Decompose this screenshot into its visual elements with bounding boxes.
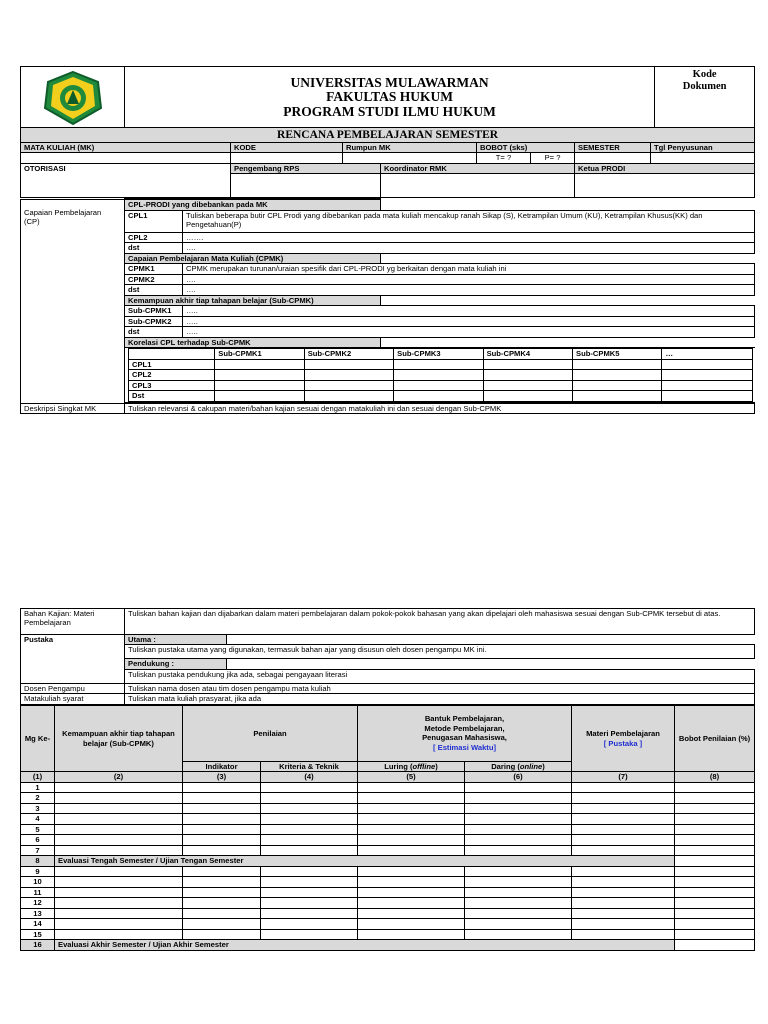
korelasi-cell (394, 359, 483, 369)
cpmk-code: dst (125, 285, 183, 295)
cpmk-text: CPMK merupakan turunan/uraian spesifik dari CPL-PRODI yg berkaitan dengan mata kuliah ini (183, 264, 755, 274)
week-cell (572, 824, 675, 834)
week-cell (183, 803, 261, 813)
week-cell (183, 782, 261, 792)
week-cell (465, 793, 572, 803)
rps-page-2 (20, 608, 755, 951)
daring-header: Daring (online) (465, 761, 572, 771)
week-number: 1 (21, 782, 55, 792)
cp-label (21, 199, 125, 403)
week-cell (55, 835, 183, 845)
week-cell (465, 908, 572, 918)
week-row (21, 803, 755, 813)
week-cell (465, 845, 572, 855)
week-cell (261, 877, 358, 887)
bahan-text: Tuliskan bahan kajian dan dijabarkan dalam materi pembelajaran dalam pokok-pokok bahasan yang akan dipelajari oleh mahasiswa sesuai dengan Sub-CPMK tersebut di atas. (125, 609, 755, 635)
deskripsi-text: Tuliskan relevansi & cakupan materi/bahan kajian sesuai dengan matakuliah ini dan sesuai dengan Sub-CPMK (125, 403, 755, 413)
week-cell (183, 824, 261, 834)
kriteria-header: Kriteria & Teknik (261, 761, 358, 771)
subcpmk-header-space (381, 295, 755, 305)
week-cell (572, 919, 675, 929)
korelasi-header-space (381, 337, 755, 347)
kode-label: KODE (231, 143, 343, 153)
korelasi-cell (394, 391, 483, 401)
col-number: (3) (183, 772, 261, 782)
week-number: 8 (21, 856, 55, 866)
korelasi-cell (394, 380, 483, 390)
week-number: 16 (21, 940, 55, 950)
cpmk-text: …. (183, 285, 755, 295)
week-cell (675, 866, 755, 876)
week-cell (465, 877, 572, 887)
week-cell (358, 803, 465, 813)
week-number: 6 (21, 835, 55, 845)
week-cell (261, 803, 358, 813)
week-cell (675, 782, 755, 792)
week-cell (465, 814, 572, 824)
korelasi-cell (304, 370, 393, 380)
bobot-label: BOBOT (sks) (477, 143, 575, 153)
week-cell (358, 908, 465, 918)
week-number: 12 (21, 898, 55, 908)
week-cell (261, 919, 358, 929)
cp-label-line2: (CP) (24, 217, 40, 227)
mg-header: Mg Ke- (21, 705, 55, 771)
week-cell (261, 793, 358, 803)
korelasi-row-header: CPL2 (129, 370, 215, 380)
faculty-name: FAKULTAS HUKUM (326, 89, 454, 105)
syarat-text: Tuliskan mata kuliah prasyarat, jika ada (125, 694, 755, 704)
korelasi-cell (573, 380, 662, 390)
week-row (21, 856, 755, 866)
week-row (21, 782, 755, 792)
subcpmk-code: Sub-CPMK2 (125, 316, 183, 326)
korelasi-cell (662, 380, 753, 390)
week-cell (358, 887, 465, 897)
semester-value (575, 153, 651, 163)
mk-value (21, 153, 231, 163)
week-cell (358, 793, 465, 803)
week-cell (572, 793, 675, 803)
bantuk-line1: Bantuk Pembelajaran, (424, 714, 505, 724)
week-cell (183, 845, 261, 855)
cp-table (20, 198, 755, 414)
korelasi-matrix-cell (125, 348, 755, 402)
week-cell (261, 898, 358, 908)
cpl-text: ……. (183, 232, 755, 242)
rumpun-value (343, 153, 477, 163)
dosen-label: Dosen Pengampu (21, 683, 125, 693)
rumpun-label: Rumpun MK (343, 143, 477, 153)
korelasi-cell (483, 380, 572, 390)
week-number: 3 (21, 803, 55, 813)
indikator-header: Indikator (183, 761, 261, 771)
bobot-header: Bobot Penilaian (%) (675, 705, 755, 771)
cpl-text: …. (183, 243, 755, 253)
week-cell (675, 919, 755, 929)
korelasi-cell (662, 391, 753, 401)
koordinator-signature (381, 174, 575, 198)
week-cell (261, 908, 358, 918)
dosen-text: Tuliskan nama dosen atau tim dosen pengampu mata kuliah (125, 683, 755, 693)
week-cell (465, 866, 572, 876)
cpmk-code: CPMK2 (125, 274, 183, 284)
week-cell (55, 814, 183, 824)
subcpmk-text: ….. (183, 327, 755, 337)
week-cell (261, 866, 358, 876)
week-row (21, 919, 755, 929)
uas-row-text: Evaluasi Akhir Semester / Ujian Akhir Semester (55, 940, 675, 950)
cpl-code: CPL2 (125, 232, 183, 242)
korelasi-cell (483, 391, 572, 401)
week-cell (261, 824, 358, 834)
week-cell (358, 835, 465, 845)
utama-label: Utama : (125, 635, 227, 645)
korelasi-row-header: CPL1 (129, 359, 215, 369)
logo-cell (21, 67, 125, 128)
week-cell (261, 845, 358, 855)
materi-sub: [ Pustaka ] (603, 738, 643, 748)
week-cell (572, 908, 675, 918)
week-cell (183, 908, 261, 918)
korelasi-cell (483, 359, 572, 369)
week-cell (572, 866, 675, 876)
cp-label-line1: Capaian Pembelajaran (24, 207, 102, 217)
subcpmk-text: ….. (183, 306, 755, 316)
week-cell (675, 877, 755, 887)
week-cell (675, 835, 755, 845)
week-cell (465, 919, 572, 929)
pendukung-text: Tuliskan pustaka pendukung jika ada, sebagai pengayaan literasi (125, 669, 755, 683)
week-number: 15 (21, 929, 55, 939)
week-row (21, 824, 755, 834)
penilaian-header: Penilaian (183, 705, 358, 761)
col-number: (4) (261, 772, 358, 782)
tgl-value (651, 153, 755, 163)
week-cell (358, 814, 465, 824)
week-cell (675, 887, 755, 897)
korelasi-col-header: Sub-CPMK4 (483, 349, 572, 359)
bantuk-line2: Metode Pembelajaran, (424, 723, 505, 733)
col-number: (7) (572, 772, 675, 782)
pengembang-signature (231, 174, 381, 198)
korelasi-col-header: Sub-CPMK1 (215, 349, 304, 359)
week-cell (675, 908, 755, 918)
week-cell (183, 835, 261, 845)
week-cell (55, 887, 183, 897)
korelasi-cell (304, 391, 393, 401)
week-row (21, 929, 755, 939)
week-cell (675, 940, 755, 950)
cpl-code: CPL1 (125, 210, 183, 232)
week-cell (675, 898, 755, 908)
col-number: (5) (358, 772, 465, 782)
week-cell (572, 835, 675, 845)
kode-value (231, 153, 343, 163)
kode-label: Kode (692, 69, 717, 80)
korelasi-cell (662, 359, 753, 369)
mk-label: MATA KULIAH (MK) (21, 143, 231, 153)
tgl-label: Tgl Penyusunan (651, 143, 755, 153)
cpl-text: Tuliskan beberapa butir CPL Prodi yang dibebankan pada mata kuliah mencakup ranah Sikap (S), Ketrampilan Umum (KU), Ketrampilan Khusus(KK) dan Pengetahuan(P) (183, 210, 755, 232)
week-cell (358, 824, 465, 834)
week-row (21, 940, 755, 950)
subcpmk-header: Kemampuan akhir tiap tahapan belajar (Sub-CPMK) (125, 295, 381, 305)
week-cell (183, 877, 261, 887)
week-number: 11 (21, 887, 55, 897)
materi-label: Materi Pembelajaran (586, 729, 660, 739)
otorisasi-label: OTORISASI (21, 163, 231, 173)
ketua-label: Ketua PRODI (575, 163, 755, 173)
week-row (21, 814, 755, 824)
week-cell (358, 782, 465, 792)
t-value: T= ? (477, 153, 531, 163)
bantuk-header (358, 705, 572, 761)
week-cell (465, 887, 572, 897)
week-cell (465, 782, 572, 792)
week-cell (183, 887, 261, 897)
week-cell (675, 814, 755, 824)
week-cell (572, 929, 675, 939)
week-cell (55, 898, 183, 908)
korelasi-corner (129, 349, 215, 359)
col-number: (2) (55, 772, 183, 782)
week-cell (55, 919, 183, 929)
korelasi-col-header: Sub-CPMK2 (304, 349, 393, 359)
week-cell (572, 845, 675, 855)
week-row (21, 908, 755, 918)
week-cell (465, 835, 572, 845)
korelasi-header: Korelasi CPL terhadap Sub-CPMK (125, 337, 381, 347)
korelasi-cell (215, 370, 304, 380)
week-row (21, 877, 755, 887)
cpmk-code: CPMK1 (125, 264, 183, 274)
week-number: 10 (21, 877, 55, 887)
korelasi-cell (394, 370, 483, 380)
semester-label: SEMESTER (575, 143, 651, 153)
week-cell (261, 814, 358, 824)
week-cell (183, 866, 261, 876)
kemampuan-header: Kemampuan akhir tiap tahapan belajar (Sub-CPMK) (55, 705, 183, 771)
korelasi-cell (215, 391, 304, 401)
bantuk-line4: [ Estimasi Waktu] (432, 742, 496, 752)
week-row (21, 898, 755, 908)
week-cell (183, 793, 261, 803)
kode-dokumen-cell (655, 67, 755, 128)
week-cell (358, 877, 465, 887)
week-cell (572, 887, 675, 897)
korelasi-cell (304, 359, 393, 369)
korelasi-cell (483, 370, 572, 380)
week-row (21, 866, 755, 876)
bahan-table (20, 608, 755, 705)
korelasi-col-header: Sub-CPMK3 (394, 349, 483, 359)
week-cell (358, 845, 465, 855)
week-cell (358, 929, 465, 939)
p-value: P= ? (531, 153, 575, 163)
korelasi-cell (573, 359, 662, 369)
pendukung-label: Pendukung : (125, 659, 227, 669)
koordinator-label: Koordinator RMK (381, 163, 575, 173)
week-row (21, 845, 755, 855)
deskripsi-label: Deskripsi Singkat MK (21, 403, 125, 413)
cpl-header-space (381, 199, 755, 210)
subcpmk-code: dst (125, 327, 183, 337)
uts-row-text: Evaluasi Tengah Semester / Ujian Tengan Semester (55, 856, 675, 866)
week-cell (675, 856, 755, 866)
weeks-body (21, 782, 755, 950)
week-cell (675, 929, 755, 939)
week-cell (183, 919, 261, 929)
week-cell (572, 814, 675, 824)
week-row (21, 835, 755, 845)
week-cell (358, 866, 465, 876)
week-cell (572, 803, 675, 813)
week-cell (675, 803, 755, 813)
week-number: 9 (21, 866, 55, 876)
program-name: PROGRAM STUDI ILMU HUKUM (283, 103, 496, 119)
korelasi-cell (662, 370, 753, 380)
week-cell (55, 793, 183, 803)
subcpmk-text: ….. (183, 316, 755, 326)
cpmk-text: …. (183, 274, 755, 284)
week-cell (358, 919, 465, 929)
week-cell (465, 803, 572, 813)
korelasi-cell (573, 391, 662, 401)
bantuk-line3: Penugasan Mahasiswa, (422, 733, 507, 743)
university-logo (41, 70, 105, 126)
week-cell (55, 782, 183, 792)
week-cell (572, 898, 675, 908)
col-number: (8) (675, 772, 755, 782)
ketua-signature (575, 174, 755, 198)
week-cell (55, 803, 183, 813)
rps-page-1 (20, 66, 755, 414)
rps-title: RENCANA PEMBELAJARAN SEMESTER (21, 128, 755, 143)
week-cell (183, 929, 261, 939)
cpmk-header: Capaian Pembelajaran Mata Kuliah (CPMK) (125, 253, 381, 263)
korelasi-cell (215, 359, 304, 369)
week-cell (55, 877, 183, 887)
luring-header: Luring (offline) (358, 761, 465, 771)
week-cell (183, 898, 261, 908)
bahan-label: Bahan Kajian: Materi Pembelajaran (21, 609, 125, 635)
utama-text: Tuliskan pustaka utama yang digunakan, termasuk bahan ajar yang disusun oleh dosen pengampu MK ini. (125, 645, 755, 659)
otorisasi-space (21, 174, 231, 198)
col-number: (6) (465, 772, 572, 782)
cpmk-header-space (381, 253, 755, 263)
week-number: 7 (21, 845, 55, 855)
week-cell (465, 824, 572, 834)
korelasi-row-header: CPL3 (129, 380, 215, 390)
week-cell (675, 793, 755, 803)
pustaka-label: Pustaka (21, 635, 125, 684)
week-cell (675, 845, 755, 855)
cpl-code: dst (125, 243, 183, 253)
week-cell (261, 929, 358, 939)
week-cell (55, 929, 183, 939)
korelasi-row-header: Dst (129, 391, 215, 401)
pendukung-space (227, 659, 755, 669)
week-cell (55, 824, 183, 834)
week-cell (261, 782, 358, 792)
korelasi-cell (304, 380, 393, 390)
university-name: UNIVERSITAS MULAWARMAN (290, 75, 489, 91)
week-cell (261, 887, 358, 897)
week-cell (55, 866, 183, 876)
cpl-header: CPL-PRODI yang dibebankan pada MK (125, 199, 381, 210)
korelasi-matrix (128, 348, 753, 401)
week-number: 2 (21, 793, 55, 803)
korelasi-cell (573, 370, 662, 380)
pengembang-label: Pengembang RPS (231, 163, 381, 173)
week-cell (465, 929, 572, 939)
week-number: 14 (21, 919, 55, 929)
week-cell (358, 898, 465, 908)
materi-header (572, 705, 675, 771)
schedule-table (20, 705, 755, 951)
week-row (21, 793, 755, 803)
header-table (20, 66, 755, 198)
week-cell (55, 845, 183, 855)
dokumen-label: Dokumen (682, 81, 727, 93)
week-row (21, 887, 755, 897)
week-cell (572, 877, 675, 887)
week-cell (261, 835, 358, 845)
week-number: 5 (21, 824, 55, 834)
week-number: 4 (21, 814, 55, 824)
korelasi-col-header: … (662, 349, 753, 359)
korelasi-col-header: Sub-CPMK5 (573, 349, 662, 359)
header-title-cell (125, 67, 655, 128)
week-cell (183, 814, 261, 824)
week-cell (572, 782, 675, 792)
utama-space (227, 635, 755, 645)
subcpmk-code: Sub-CPMK1 (125, 306, 183, 316)
korelasi-cell (215, 380, 304, 390)
syarat-label: Matakuliah syarat (21, 694, 125, 704)
week-cell (465, 898, 572, 908)
col-number: (1) (21, 772, 55, 782)
week-number: 13 (21, 908, 55, 918)
week-cell (55, 908, 183, 918)
week-cell (675, 824, 755, 834)
